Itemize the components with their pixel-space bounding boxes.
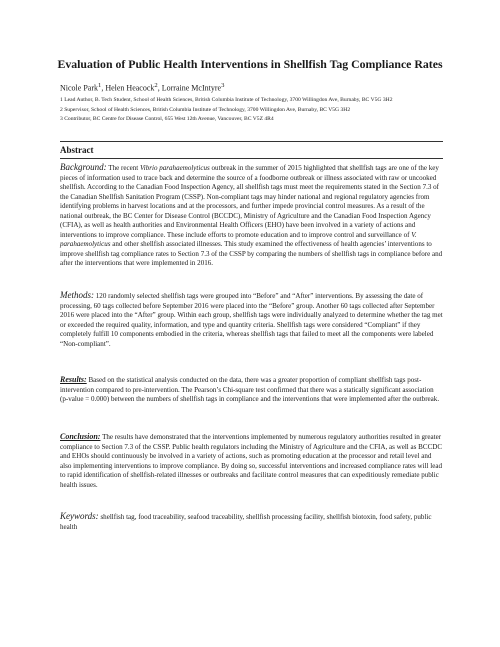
methods-label: Methods: — [60, 290, 94, 300]
results-paragraph: Results: Based on the statistical analysis conducted on the data, there was a greater proportion of compliant shellfish tags post-intervention compared to pre-intervention. The Pearson’s Chi-square test confirmed that there was a statically significant association (p-value = 0.000) between the numbers of shellfish tags in compliance and the interventions that were implemented after the outbreak. — [60, 375, 440, 404]
author-mark: 2 — [154, 82, 158, 89]
affiliation: 2 Supervisor, School of Health Sciences, British Columbia Institute of Technology, 3700 Willingdon Ave, Burnaby, BC V5G 3H2 — [60, 106, 351, 113]
species-name: V. parahaemolyticus — [60, 230, 417, 249]
top-divider — [60, 141, 443, 142]
affiliation: 1 Lead Author, B. Tech Student, School of Health Sciences, British Columbia Institute of Technology, 3700 Willingdon Ave, Burnaby, BC V5G 3H2 — [60, 97, 393, 103]
results-label: Results: — [60, 375, 87, 384]
keywords-paragraph: Keywords: shellfish tag, food traceability, seafood traceability, shellfish processing facility, shellfish biotoxin, food safety, public health — [60, 511, 432, 531]
keywords-label: Keywords: — [60, 511, 99, 521]
conclusion-paragraph: Conclusion: The results have demonstrated that the interventions implemented by numerous regulatory authorities resulted in greater compliance to Section 7.3 of the CSSP. Public health regulators including the Ministry of Agriculture and the CFIA, as well as BCCDC and EHOs should continuously be involved in a variety of actions, such as promoting education at the processor and retail level and also implementing interventions to improve compliance. By doing so, successful interventions and increased compliance rates will lead to rapid identification of shellfish-related illnesses or outbreaks and facilitate control measures that can expeditiously remediate public health issues. — [60, 432, 443, 489]
author-mark: 1 — [98, 82, 102, 89]
author-list: Nicole Park$^1$, Helen Heacock$^2$, Lorraine McIntyre$^3$ — [60, 82, 225, 93]
author-name: Helen Heacock — [105, 83, 155, 93]
species-name: Vibrio parahaemolyticus — [140, 164, 210, 172]
abstract-heading: Abstract — [60, 145, 94, 155]
background-paragraph: Background: The recent Vibrio parahaemolyticus outbreak in the summer of 2015 highlighted that shellfish tags are one of the key pieces of information used to trace back and determine the source of a foodborne outbreak or illness associated with raw or uncooked shellfish. According to the Canadian Food Inspection Agency, all shellfish tags must meet the requirements stated in the Section 7.3 of the Canadian Shellfish Sanitation Program (CSSP). Non-compliant tags may hinder national and regional regulatory agencies from identifying problems in harvest locations and at the processors, and further impede provincial control measures. As a result of the national outbreak, the BC Center for Disease Control (BCCDC), Ministry of Agriculture and the Canadian Food Inspection Agency (CFIA), as well as health authorities and Environmental Health Officers (EHO) have been involved in a variety of actions and interventions to improve compliance. These include efforts to promote education and to improve control and surveillance of V. parahaemolyticus and other shellfish associated illnesses. This study examined the effectiveness of health agencies’ interventions to improve shellfish tag compliance rates to Section 7.3 of the CSSP by comparing the numbers of shellfish tags in compliance before and after the interventions that were implemented in 2016. — [60, 162, 443, 268]
methods-paragraph: Methods: 120 randomly selected shellfish tags were grouped into “Before” and “After” interventions. By assessing the date of processing, 60 tags collected before September 2016 were placed into the “Before” group. Another 60 tags collected after September 2016 were placed into the “After” group. Within each group, shellfish tags were individually analyzed to determine whether the tag met or exceeded the required quality, information, and type and quantity criteria. Shellfish tags were considered “Compliant” if they completely fulfill 10 components embodied in the criteria, whereas shellfish tags that failed to meet all the components were labeled “Non-compliant”. — [60, 290, 443, 348]
background-label: Background: — [60, 162, 107, 172]
author-name: Nicole Park — [60, 83, 98, 93]
conclusion-label: Conclusion: — [60, 432, 101, 441]
author-name: Lorraine McIntyre — [161, 83, 222, 93]
affiliation: 3 Contributor, BC Centre for Disease Control, 655 West 12th Avenue, Vancouver, BC V5Z 4R4 — [60, 116, 274, 122]
affiliation-list — [60, 96, 450, 125]
paper-title: Evaluation of Public Health Interventions in Shellfish Tag Compliance Rates — [57, 57, 443, 71]
author-mark: 3 — [221, 82, 225, 89]
abstract-divider — [60, 158, 443, 159]
